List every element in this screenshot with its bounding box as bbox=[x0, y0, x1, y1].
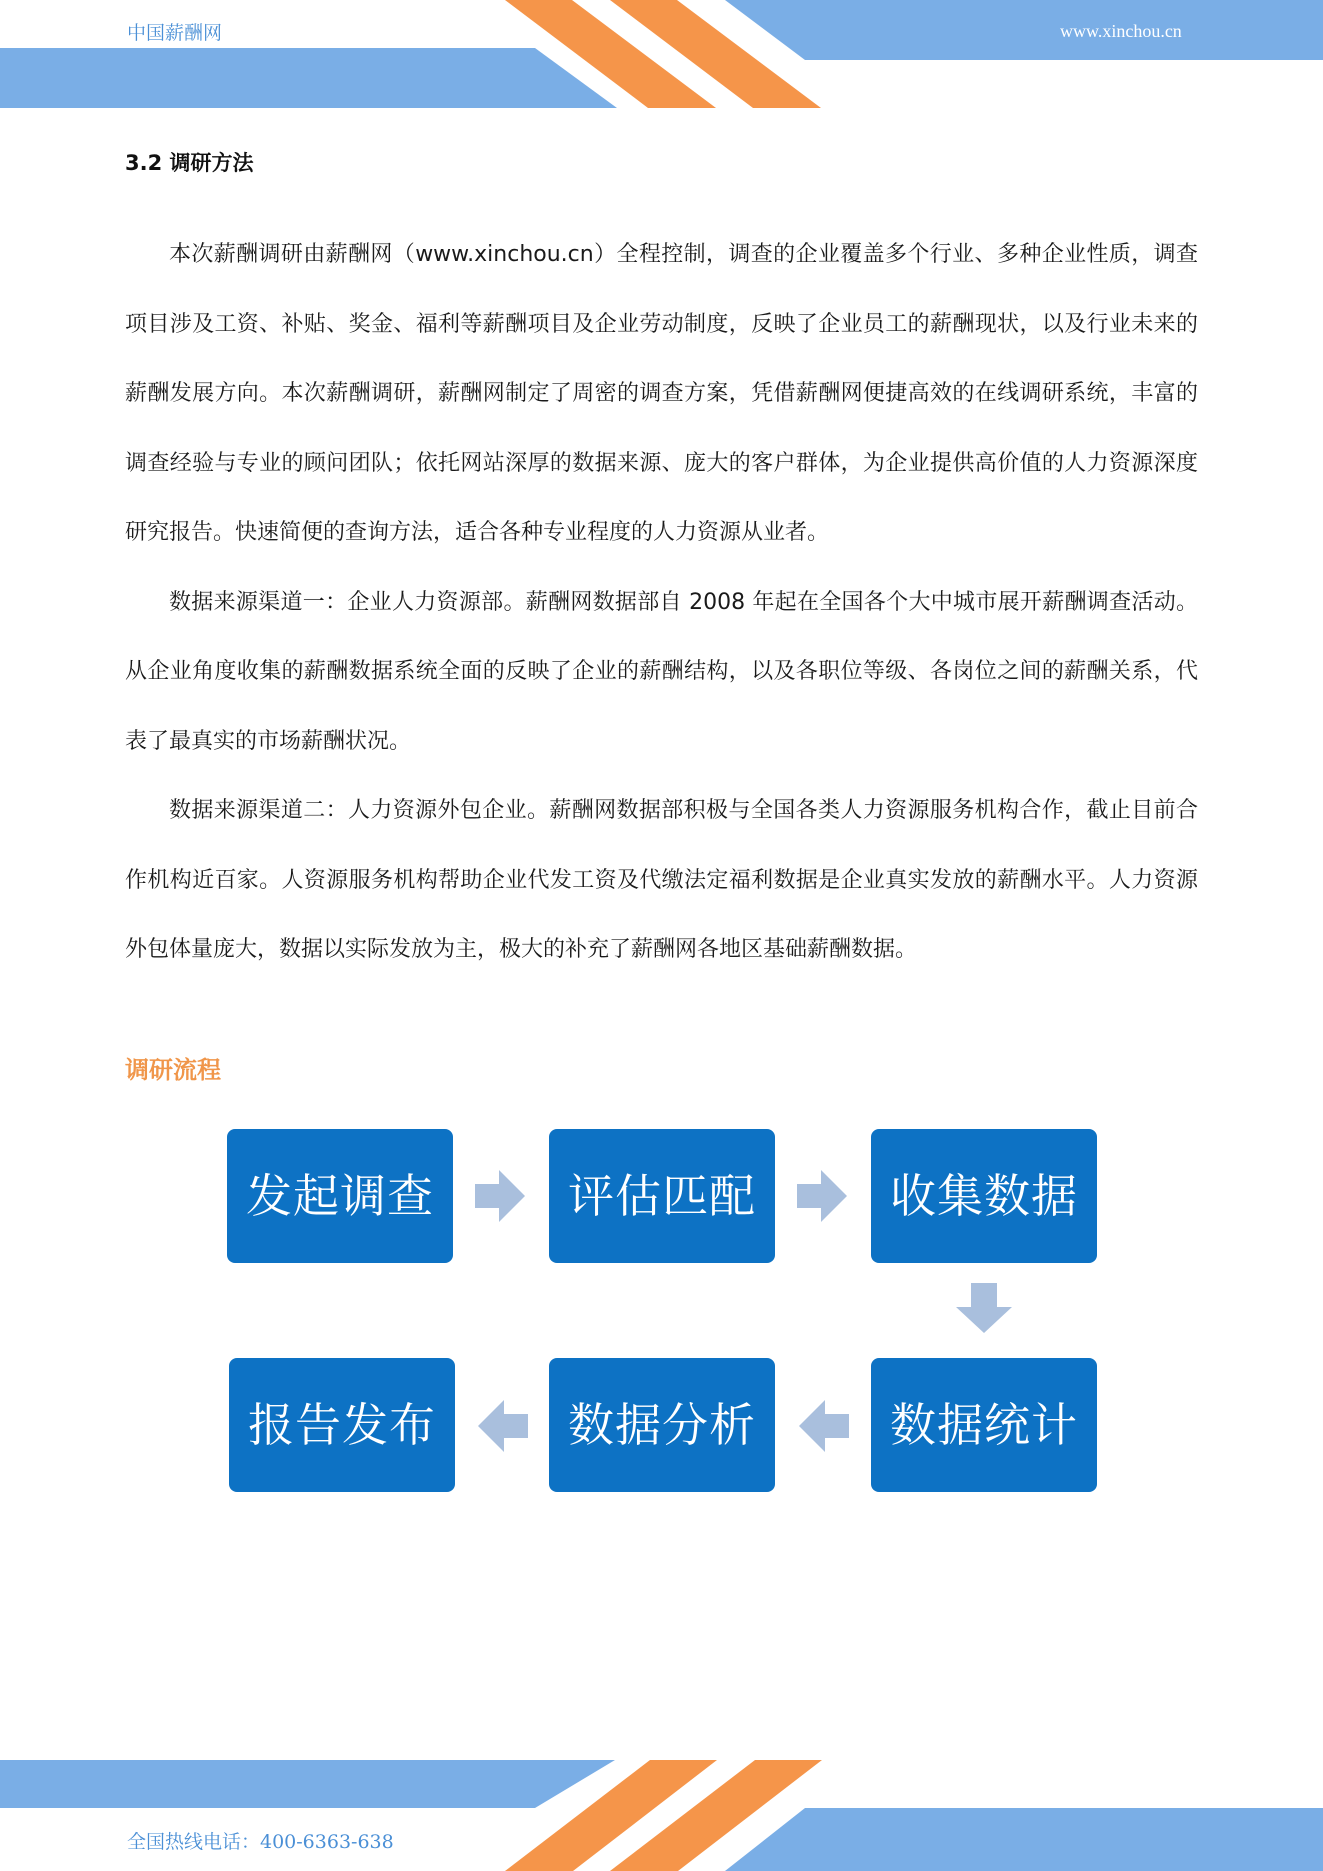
arrow-left-icon bbox=[478, 1400, 528, 1452]
arrow-right-icon bbox=[475, 1170, 525, 1222]
arrow-right-icon bbox=[797, 1170, 847, 1222]
header-banner bbox=[0, 0, 1323, 110]
paragraph-channel-two: 数据来源渠道二：人力资源外包企业。薪酬网数据部积极与全国各类人力资源服务机构合作，截止目前合作机构近百家。人资源服务机构帮助企业代发工资及代缴法定福利数据是企业真实发放的薪酬水平。人力资源外包体量庞大，数据以实际发放为主，极大的补充了薪酬网各地区基础薪酬数据。 bbox=[125, 798, 1198, 962]
site-name: 中国薪酬网 bbox=[127, 22, 223, 44]
body-text bbox=[125, 220, 1198, 985]
section-title: 3.2 调研方法 bbox=[125, 151, 254, 175]
arrow-down-icon bbox=[956, 1283, 1012, 1333]
step-publish-report: 报告发布 bbox=[229, 1358, 455, 1492]
step-collect-data: 收集数据 bbox=[871, 1129, 1097, 1263]
step-evaluate-match: 评估匹配 bbox=[549, 1129, 775, 1263]
arrow-left-icon bbox=[799, 1400, 849, 1452]
site-url[interactable]: www.xinchou.cn bbox=[1060, 21, 1182, 41]
hotline: 全国热线电话：400-6363-638 bbox=[127, 1831, 394, 1853]
step-data-statistics: 数据统计 bbox=[871, 1358, 1097, 1492]
paragraph-channel-one: 数据来源渠道一：企业人力资源部。薪酬网数据部自 2008 年起在全国各个大中城市展开薪酬调查活动。从企业角度收集的薪酬数据系统全面的反映了企业的薪酬结构，以及各职位等级、各岗位之间的薪酬关系，代表了最真实的市场薪酬状况。 bbox=[125, 589, 1198, 754]
step-initiate-survey: 发起调查 bbox=[227, 1129, 453, 1263]
flow-title: 调研流程 bbox=[125, 1056, 221, 1084]
paragraph-intro: 本次薪酬调研由薪酬网（www.xinchou.cn）全程控制，调查的企业覆盖多个行业、多种企业性质，调查项目涉及工资、补贴、奖金、福利等薪酬项目及企业劳动制度，反映了企业员工的薪酬现状，以及行业未来的薪酬发展方向。本次薪酬调研，薪酬网制定了周密的调查方案，凭借薪酬网便捷高效的在线调研系统，丰富的调查经验与专业的顾问团队；依托网站深厚的数据来源、庞大的客户群体，为企业提供高价值的人力资源深度研究报告。快速简便的查询方法，适合各种专业程度的人力资源从业者。 bbox=[125, 242, 1198, 545]
footer-banner bbox=[0, 1760, 1323, 1871]
step-data-analysis: 数据分析 bbox=[549, 1358, 775, 1492]
